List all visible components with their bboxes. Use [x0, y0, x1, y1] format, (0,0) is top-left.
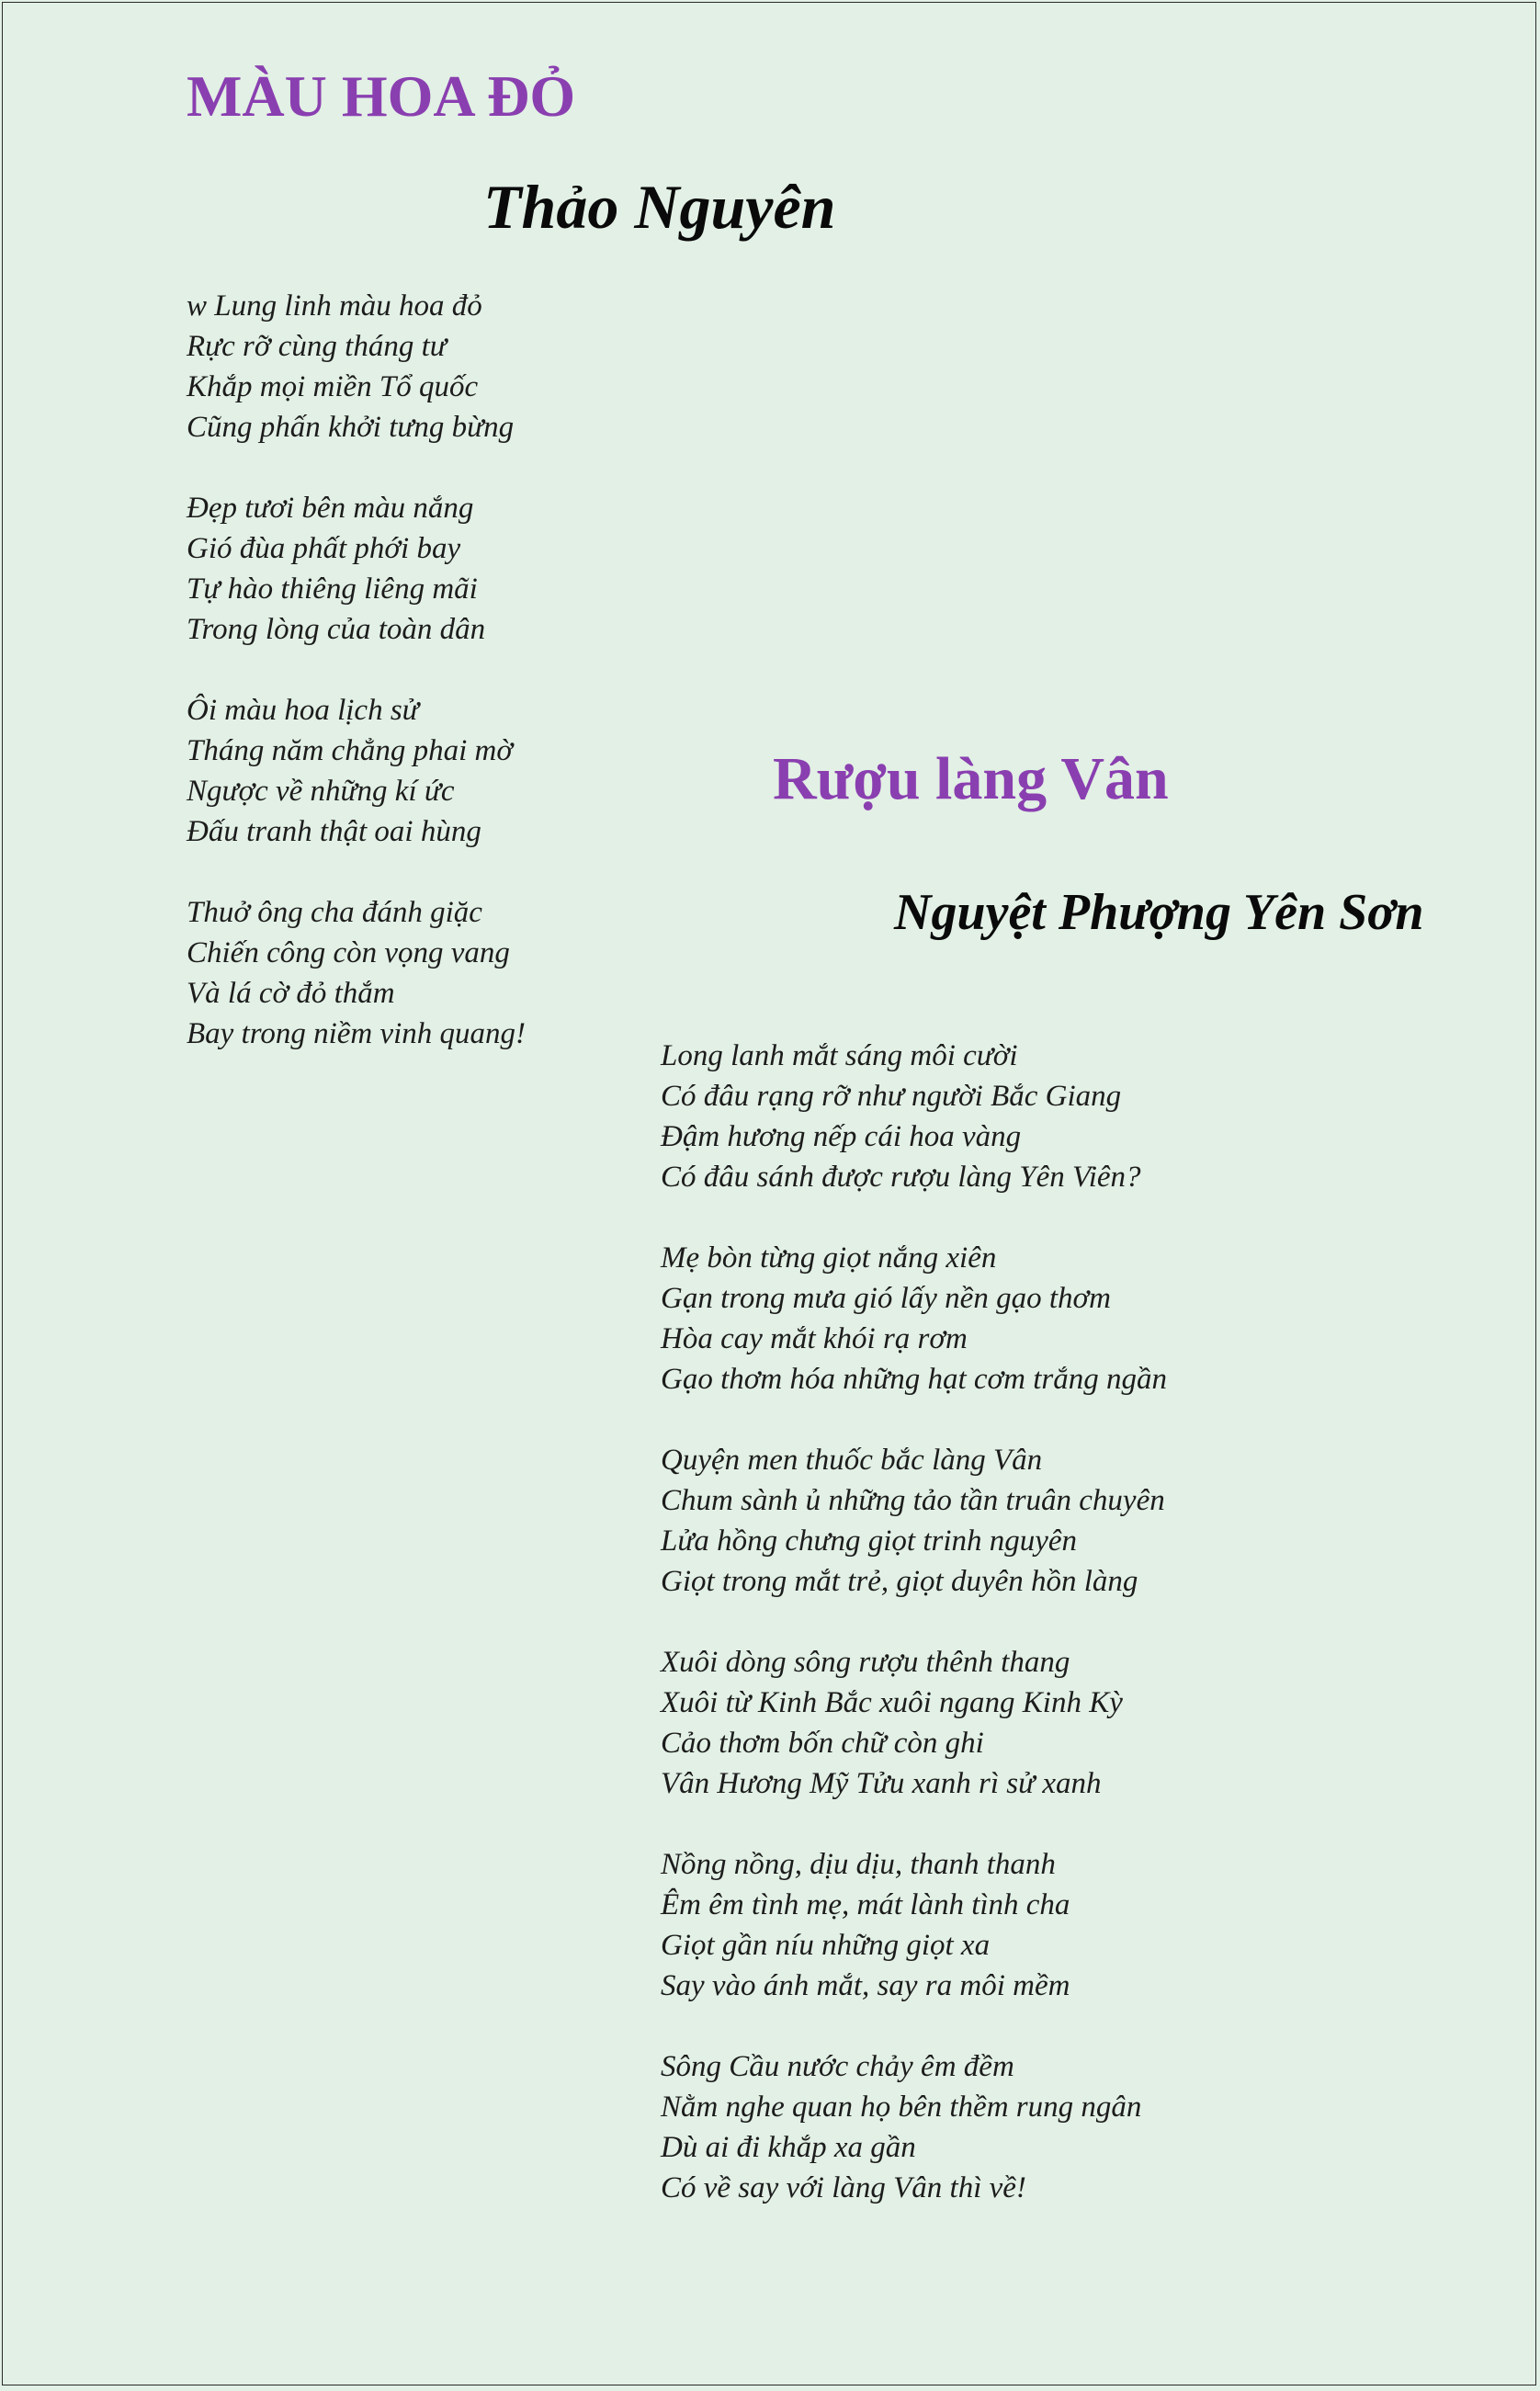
verse-line: Giọt gần níu những giọt xa [661, 1929, 991, 1962]
verse-line: Chiến công còn vọng vang [187, 936, 510, 969]
stanza [661, 1036, 1167, 1197]
verse-line: Vân Hương Mỹ Tửu xanh rì sử xanh [661, 1767, 1102, 1800]
verse-line: Nằm nghe quan họ bên thềm rung ngân [661, 2091, 1142, 2124]
verse-line: Gió đùa phất phới bay [187, 532, 461, 565]
page [2, 2, 1536, 2385]
verse-line: Êm êm tình mẹ, mát lành tình cha [661, 1888, 1070, 1921]
verse-line: Rực rỡ cùng tháng tư [187, 330, 447, 363]
verse-line: Thuở ông cha đánh giặc [187, 896, 482, 929]
verse-line: Chum sành ủ những tảo tần truân chuyên [661, 1484, 1165, 1517]
verse-line: Long lanh mắt sáng môi cười [661, 1039, 1018, 1072]
verse-line: Gạn trong mưa gió lấy nền gạo thơm [661, 1282, 1111, 1315]
verse-line: Ngược về những kí ức [187, 775, 455, 808]
verse-line: Giọt trong mắt trẻ, giọt duyên hồn làng [661, 1565, 1138, 1598]
stanza [661, 1844, 1167, 2006]
verse-line: Và lá cờ đỏ thắm [187, 977, 395, 1010]
poem-title: MÀU HOA ĐỎ [187, 63, 576, 129]
stanza [187, 690, 526, 852]
verse-line: w Lung linh màu hoa đỏ [187, 289, 482, 323]
verse-line: Tự hào thiêng liêng mãi [187, 572, 478, 606]
poem-body [187, 286, 526, 1054]
poem-body [661, 1036, 1167, 2208]
poem-author: Nguyệt Phượng Yên Sơn [894, 884, 1424, 941]
stanza [187, 488, 526, 650]
verse-line: Khắp mọi miền Tổ quốc [187, 370, 479, 403]
verse-line: Có đâu sánh được rượu làng Yên Viên? [661, 1161, 1141, 1194]
verse-line: Đẹp tươi bên màu nắng [187, 492, 474, 525]
verse-line: Hòa cay mắt khói rạ rơm [661, 1322, 968, 1355]
verse-line: Đấu tranh thật oai hùng [187, 815, 481, 848]
verse-line: Dù ai đi khắp xa gần [661, 2131, 916, 2164]
verse-line: Quyện men thuốc bắc làng Vân [661, 1444, 1043, 1477]
verse-line: Xuôi từ Kinh Bắc xuôi ngang Kinh Kỳ [661, 1686, 1123, 1719]
verse-line: Say vào ánh mắt, say ra môi mềm [661, 1969, 1070, 2002]
verse-line: Đậm hương nếp cái hoa vàng [661, 1120, 1022, 1153]
verse-line: Sông Cầu nước chảy êm đềm [661, 2050, 1014, 2083]
verse-line: Gạo thơm hóa những hạt cơm trắng ngần [661, 1363, 1167, 1396]
poem-title: Rượu làng Vân [773, 745, 1169, 812]
verse-line: Mẹ bòn từng giọt nắng xiên [661, 1241, 997, 1275]
verse-line: Có đâu rạng rỡ như người Bắc Giang [661, 1080, 1122, 1113]
verse-line: Lửa hồng chưng giọt trinh nguyên [661, 1524, 1078, 1558]
stanza [187, 892, 526, 1054]
verse-line: Trong lòng của toàn dân [187, 613, 486, 646]
stanza [187, 286, 526, 448]
verse-line: Bay trong niềm vinh quang! [187, 1017, 527, 1050]
verse-line: Ôi màu hoa lịch sử [187, 694, 419, 727]
stanza [661, 1440, 1167, 1602]
poem-author: Thảo Nguyên [483, 172, 836, 242]
verse-line: Cảo thơm bốn chữ còn ghi [661, 1727, 984, 1760]
stanza [661, 1642, 1167, 1804]
verse-line: Tháng năm chẳng phai mờ [187, 734, 513, 767]
stanza [661, 2046, 1167, 2208]
verse-line: Xuôi dòng sông rượu thênh thang [661, 1646, 1070, 1679]
stanza [661, 1238, 1167, 1399]
verse-line: Nồng nồng, dịu dịu, thanh thanh [661, 1848, 1056, 1881]
verse-line: Cũng phấn khởi tưng bừng [187, 411, 515, 444]
verse-line: Có về say với làng Vân thì về! [661, 2171, 1026, 2204]
